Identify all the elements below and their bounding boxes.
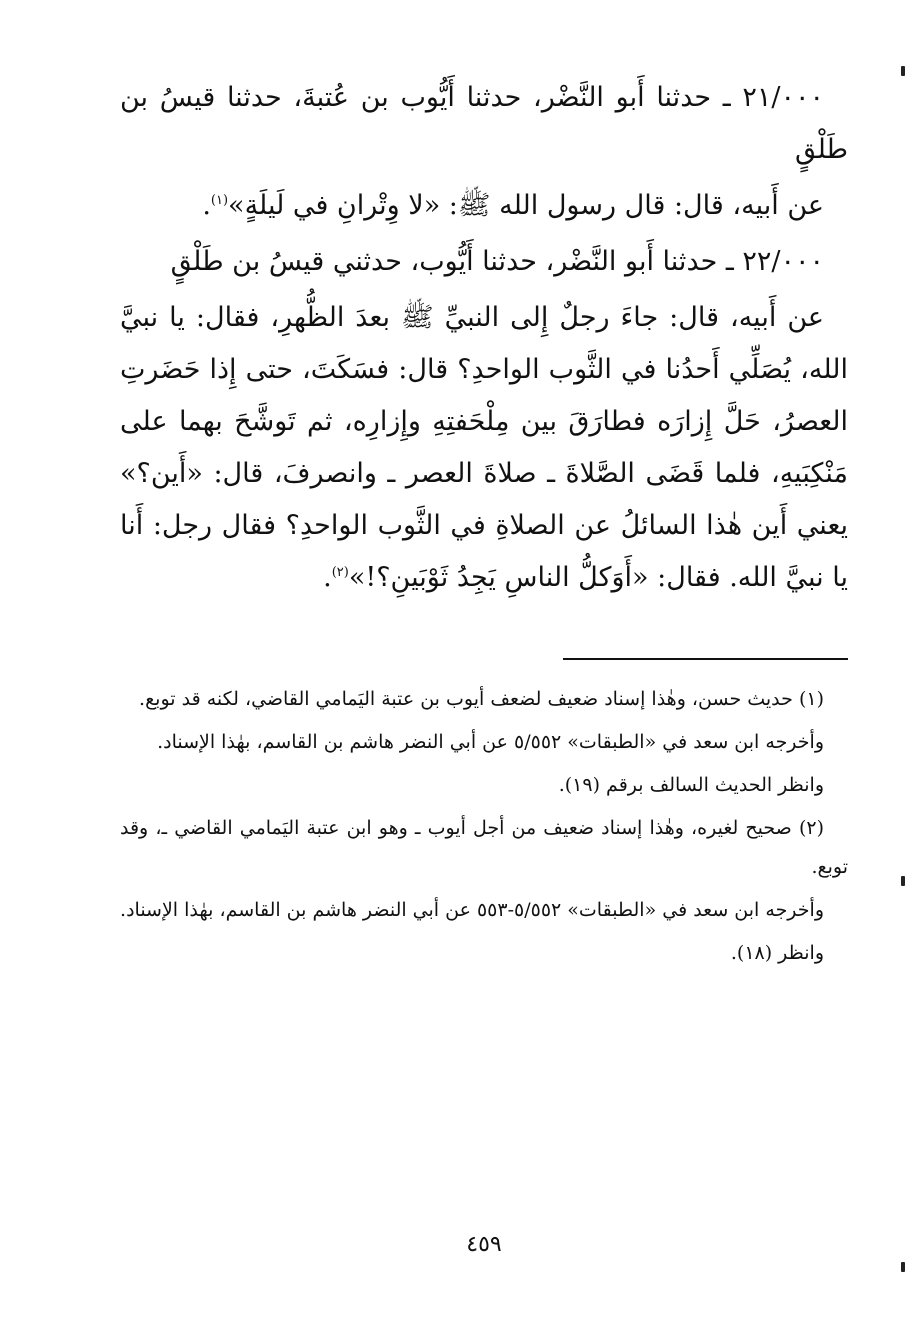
hadith-21-text [120,180,848,232]
hadith-21-chain [120,72,848,176]
margin-mark-bottom [901,1262,905,1272]
footnote-2-see-also: وانظر (١٨). [730,942,824,964]
footnote-1: (١) حديث حسن، وهٰذا إسناد ضعيف لضعف أيوب بن عتبة اليَمامي القاضي، لكنه قد توبع. [139,688,824,710]
book-page [120,72,848,1312]
margin-mark-top [901,66,905,76]
margin-mark-middle [901,876,905,886]
hadith-22-body: عن أَبيه، قال: جاءَ رجلٌ إِلى النبيِّ ﷺ بعدَ الظُّهرِ، فقال: يا نبيَّ الله، يُصَلِّي أَحدُنا في الثَّوب الواحدِ؟ قال: فسَكَتَ، حتى إِذا حَضَرتِ العصرُ، حَلَّ إِزارَه فطارَقَ بين مِلْحَفتِهِ وإِزارِه، ثم تَوشَّحَ بهما على مَنْكِبَيهِ، فلما قَضَى الصَّلاةَ ـ صلاةَ العصر ـ وانصرفَ، قال: «أَين؟» يعني أَين هٰذا السائلُ عن الصلاةِ في الثَّوب الواحدِ؟ فقال رجل: أَنا يا نبيَّ الله. فقال: «أَوَكلُّ الناسِ يَجِدُ ثَوْبَينِ؟!» [120,302,848,593]
footnote-1-source: وأخرجه ابن سعد في «الطبقات» ٥/٥٥٢ عن أبي النضر هاشم بن القاسم، بهٰذا الإسناد. [157,731,824,753]
hadith-22-chain-text: ٢٢/٠٠٠ ـ حدثنا أَبو النَّضْر، حدثنا أَيُّوب، حدثني قيسُ بن طَلْقٍ [170,246,824,277]
footnote-1-see-also: وانظر الحديث السالف برقم (١٩). [558,774,824,796]
hadith-22-text [120,292,848,604]
hadith-22-end: . [323,562,332,593]
main-text [120,72,848,604]
footnote-divider [563,658,848,660]
footnote-2-source: وأخرجه ابن سعد في «الطبقات» ٥/٥٥٢-٥٥٣ عن أبي النضر هاشم بن القاسم، بهٰذا الإسناد. [120,899,824,921]
hadith-21-end: . [202,190,211,221]
footnotes [120,680,848,973]
hadith-21-body: عن أَبيه، قال: قال رسول الله ﷺ: «لا وِتْرانِ في لَيلَةٍ» [228,190,824,221]
hadith-21-chain-text: ٢١/٠٠٠ ـ حدثنا أَبو النَّضْر، حدثنا أَيُّوب بن عُتبةَ، حدثنا قيسُ بن طَلْقٍ [120,82,848,165]
page-number: ٤٥٩ [466,1232,502,1257]
footnote-ref-1: (١) [210,193,229,208]
hadith-22-chain [120,236,848,288]
footnote-ref-2: (٢) [331,565,349,580]
footnote-2: (٢) صحيح لغيره، وهٰذا إسناد ضعيف من أجل أيوب ـ وهو ابن عتبة اليَمامي القاضي ـ، وقد توبع. [120,817,848,878]
